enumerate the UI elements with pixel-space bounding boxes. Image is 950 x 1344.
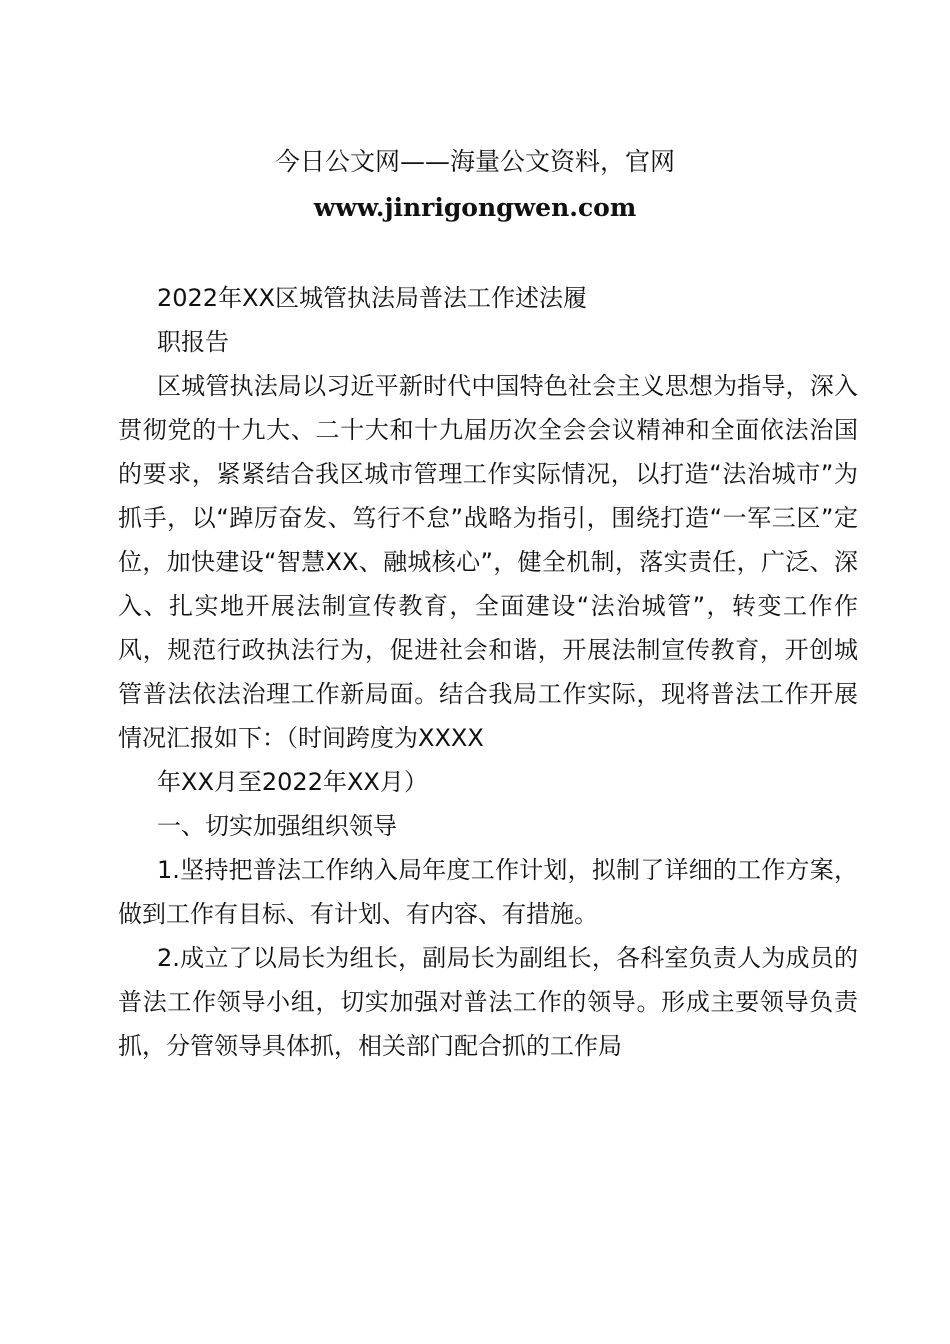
document-title-line-1: 2022年XX区城管执法局普法工作述法履 <box>157 284 587 312</box>
time-span-line: 年XX月至2022年XX月） <box>157 768 428 796</box>
intro-paragraph: 区城管执法局以习近平新时代中国特色社会主义思想为指导，深入贯彻党的十九大、二十大和十九届历次全会会议精神和全面依法治国的要求，紧紧结合我区城市管理工作实际情况，以打造“法治城市”为抓手，以“踔厉奋发、笃行不怠”战略为指引，围绕打造“一军三区”定位，加快建设“智慧XX、融城核心”，健全机制，落实责任，广泛、深入、扎实地开展法制宣传教育，全面建设“法治城管”，转变工作作风，规范行政执法行为，促进社会和谐，开展法制宣传教育，开创城管普法依法治理工作新局面。结合我局工作实际，现将普法工作开展情况汇报如下：（时间跨度为XXXX <box>118 372 858 752</box>
document-body <box>118 276 858 1068</box>
list-item: 2.成立了以局长为组长，副局长为副组长，各科室负责人为成员的普法工作领导小组，切实加强对普法工作的领导。形成主要领导负责抓，分管领导具体抓，相关部门配合抓的工作局 <box>118 944 858 1060</box>
site-banner: 今日公文网——海量公文资料，官网 <box>274 147 675 176</box>
section-heading: 一、切实加强组织领导 <box>157 812 397 840</box>
list-item: 1.坚持把普法工作纳入局年度工作计划，拟制了详细的工作方案，做到工作有目标、有计划、有内容、有措施。 <box>118 856 858 928</box>
site-url: www.jinrigongwen.com <box>313 193 637 222</box>
document-title-line-2: 职报告 <box>157 328 229 356</box>
